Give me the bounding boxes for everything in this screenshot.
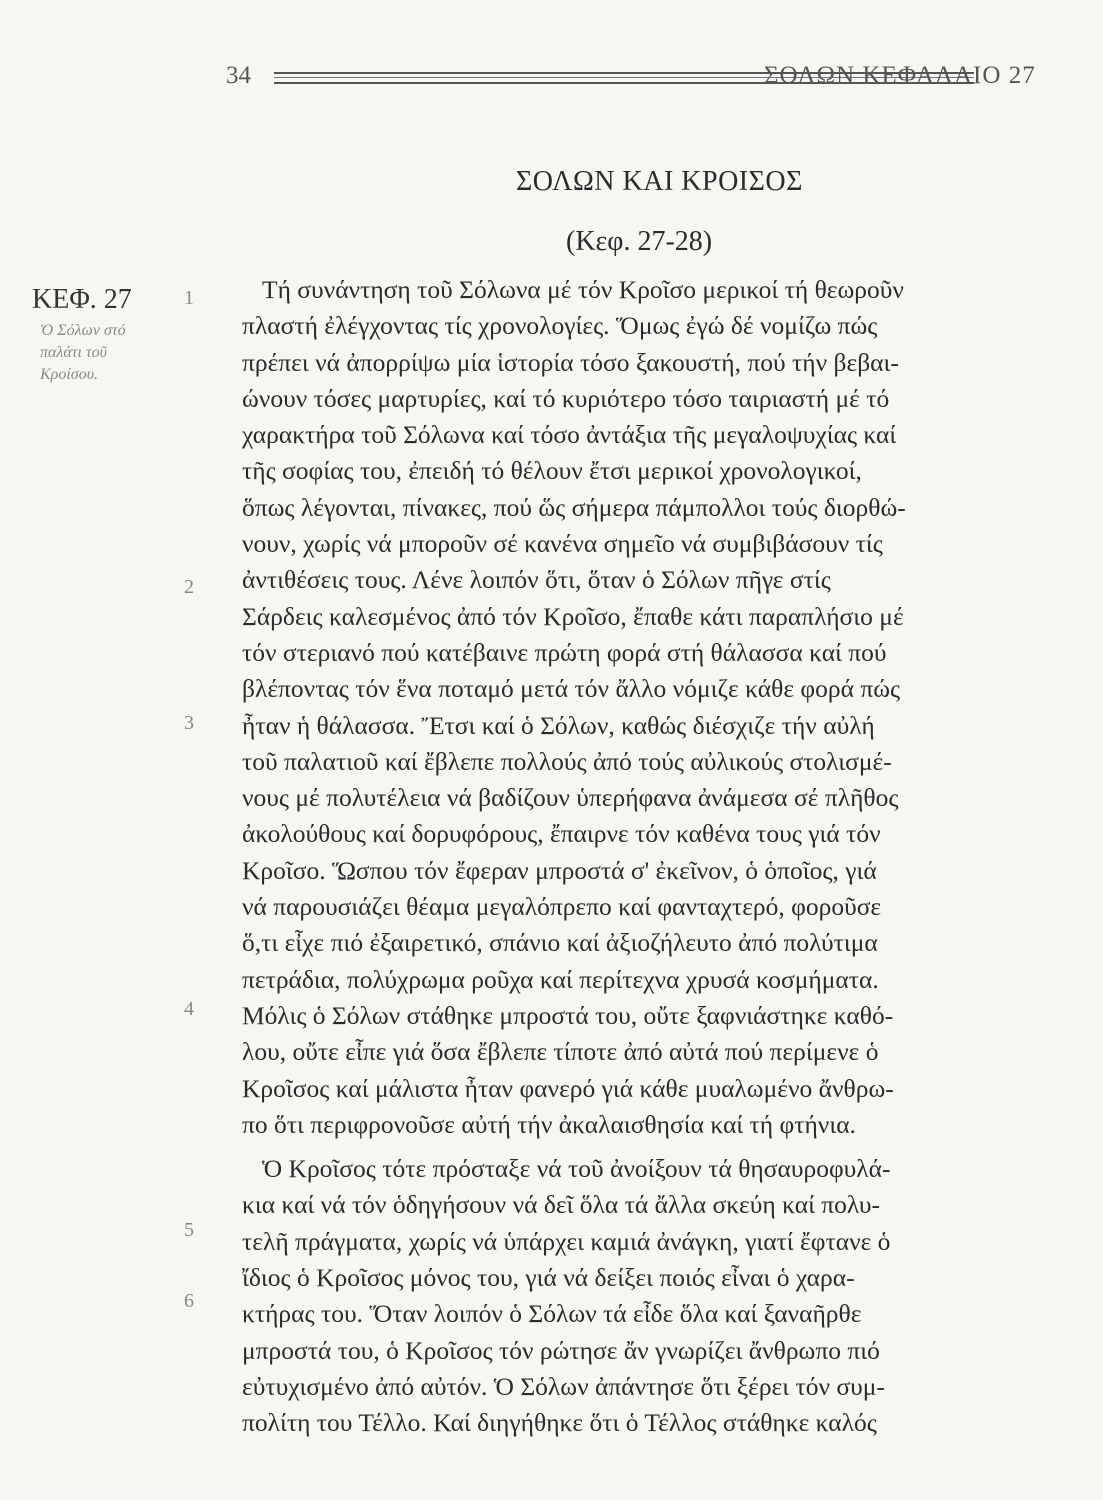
chapter-title: ΣΟΛΩΝ ΚΑΙ ΚΡΟΙΣΟΣ — [516, 166, 803, 197]
text-line: κτήρας του. Ὅταν λοιπόν ὁ Σόλων τά εἶδε ὅλα καί ξαναῆρθε — [242, 1299, 862, 1329]
section-number: 5 — [184, 1219, 194, 1241]
text-line: λου, οὔτε εἶπε γιά ὅσα ἔβλεπε τίποτε ἀπό αὐτά πού περίμενε ὁ — [242, 1037, 879, 1067]
section-number: 2 — [184, 576, 194, 598]
margin-note-line: παλάτι τοῦ — [40, 344, 107, 361]
text-line: Κροῖσος καί μάλιστα ἦταν φανερό γιά κάθε μυαλωμένο ἄνθρω- — [242, 1073, 894, 1103]
margin-note-line: Ὁ Σόλων στό — [40, 322, 126, 339]
text-line: ὅπως λέγονται, πίνακες, πού ὥς σήμερα πάμπολλοι τούς διορθώ- — [242, 492, 906, 522]
chapter-subtitle: (Κεφ. 27-28) — [566, 226, 713, 257]
section-number: 6 — [184, 1290, 194, 1312]
page-number: 34 — [226, 62, 251, 89]
text-line: πο ὅτι περιφρονοῦσε αὐτή τήν ἀκαλαισθησία καί τή φτήνια. — [242, 1109, 856, 1139]
text-line: Ὁ Κροῖσος τότε πρόσταξε νά τοῦ ἀνοίξουν τά θησαυροφυλά- — [262, 1154, 891, 1184]
text-line: τῆς σοφίας του, ἐπειδή τό θέλουν ἔτσι μερικοί χρονολογικοί, — [242, 456, 862, 486]
text-line: εὐτυχισμένο ἀπό αὐτόν. Ὁ Σόλων ἀπάντησε ὅτι ξέρει τόν συμ- — [242, 1371, 885, 1401]
text-line: τόν στεριανό πού κατέβαινε πρώτη φορά στή θάλασσα καί πού — [242, 637, 887, 667]
section-number: 3 — [184, 712, 194, 734]
text-line: τελῆ πράγματα, χωρίς νά ὑπάρχει καμιά ἀνάγκη, γιατί ἔφτανε ὁ — [242, 1226, 891, 1256]
text-line: χαρακτήρα τοῦ Σόλωνα καί τόσο ἀντάξια τῆς μεγαλοψυχίας καί — [242, 420, 897, 450]
text-line: νουν, χωρίς νά μποροῦν σέ κανένα σημεῖο νά συμβιβάσουν τίς — [242, 529, 883, 559]
text-line: πλαστή ἐλέγχοντας τίς χρονολογίες. Ὅμως ἐγώ δέ νομίζω πώς — [242, 311, 878, 341]
text-line: Τή συνάντηση τοῦ Σόλωνα μέ τόν Κροῖσο μερικοί τή θεωροῦν — [262, 275, 904, 304]
body-text — [242, 272, 1048, 1442]
text-line: τοῦ παλατιοῦ καί ἔβλεπε πολλούς ἀπό τούς αὐλικούς στολισμέ- — [242, 746, 892, 776]
text-line: Σάρδεις καλεσμένος ἀπό τόν Κροῖσο, ἔπαθε κάτι παραπλήσιο μέ — [242, 601, 904, 631]
text-line: ἴδιος ὁ Κροῖσος μόνος του, γιά νά δείξει ποιός εἶναι ὁ χαρα- — [242, 1263, 855, 1293]
running-title: ΣΟΛΩΝ ΚΕΦΑΛΑΙΟ 27 — [764, 62, 1036, 89]
paragraph — [242, 1151, 1048, 1441]
text-line: Κροῖσο. Ὥσπου τόν ἔφεραν μπροστά σ' ἐκεῖνον, ὁ ὁποῖος, γιά — [242, 855, 877, 885]
running-header — [226, 58, 1046, 98]
text-line: νους μέ πολυτέλεια νά βαδίζουν ὑπερήφανα ἀνάμεσα σέ πλῆθος — [242, 783, 899, 813]
text-line: κια καί νά τόν ὁδηγήσουν νά δεῖ ὅλα τά ἄλλα σκεύη καί πολυ- — [242, 1190, 880, 1220]
text-line: ἀκολούθους καί δορυφόρους, ἔπαιρνε τόν καθένα τους γιά τόν — [242, 819, 881, 849]
text-line: πολίτη του Τέλλο. Καί διηγήθηκε ὅτι ὁ Τέλλος στάθηκε καλός — [242, 1408, 877, 1438]
text-line: ἀντιθέσεις τους. Λένε λοιπόν ὅτι, ὅταν ὁ Σόλων πῆγε στίς — [242, 565, 831, 595]
margin-note-line: Κροίσου. — [40, 366, 99, 383]
text-line: ὅ,τι εἶχε πιό ἐξαιρετικό, σπάνιο καί ἀξιοζήλευτο ἀπό πολύτιμα — [242, 928, 878, 958]
margin-chapter-label: ΚΕΦ. 27 — [32, 284, 132, 315]
text-line: βλέποντας τόν ἕνα ποταμό μετά τόν ἄλλο νόμιζε κάθε φορά πώς — [242, 674, 901, 704]
margin-note — [40, 320, 190, 386]
paragraph — [242, 272, 1048, 1143]
text-line: ώνουν τόσες μαρτυρίες, καί τό κυριότερο τόσο ταιριαστή μέ τό — [242, 383, 890, 413]
section-number: 1 — [184, 287, 194, 309]
text-line: Μόλις ὁ Σόλων στάθηκε μπροστά του, οὔτε ξαφνιάστηκε καθό- — [242, 1000, 894, 1030]
text-line: πετράδια, πολύχρωμα ροῦχα καί περίτεχνα χρυσά κοσμήματα. — [242, 964, 879, 994]
text-line: μπροστά του, ὁ Κροῖσος τόν ρώτησε ἄν γνωρίζει ἄνθρωπο πιό — [242, 1335, 880, 1365]
text-line: πρέπει νά ἀπορρίψω μία ἱστορία τόσο ξακουστή, πού τήν βεβαι- — [242, 347, 899, 377]
text-line: ἦταν ἡ θάλασσα. Ἔτσι καί ὁ Σόλων, καθώς διέσχιζε τήν αὐλή — [242, 710, 875, 740]
text-line: νά παρουσιάζει θέαμα μεγαλόπρεπο καί φανταχτερό, φοροῦσε — [242, 892, 882, 922]
section-number: 4 — [184, 998, 194, 1020]
